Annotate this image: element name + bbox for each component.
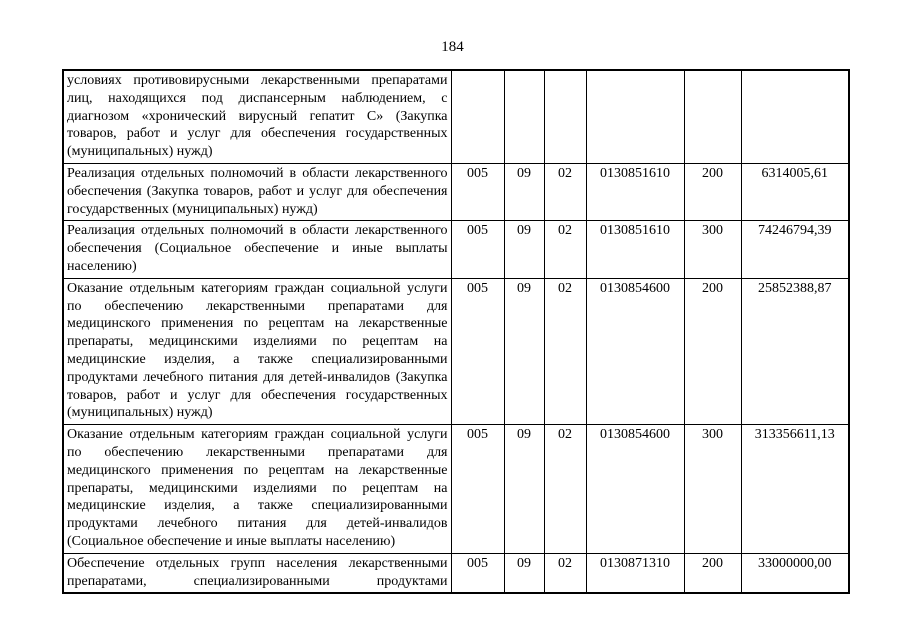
cell-grbs-code: 005 [451, 221, 504, 278]
cell-description: Оказание отдельным категориям граждан социальной услуги по обеспечению лекарственными препаратами для медицинского применения по рецептам на лекарственные препараты, медицинскими изделиями по рецептам на медицинские изделия, а также специализированными продуктами лечебного питания для детей-инвалидов (Закупка товаров, работ и услуг для обеспечения государственных (муниципальных) нужд) [63, 278, 451, 424]
table-row [63, 278, 849, 424]
cell-grbs-code: 005 [451, 278, 504, 424]
cell-grbs-code: 005 [451, 425, 504, 554]
cell-description: Реализация отдельных полномочий в области лекарственного обеспечения (Закупка товаров, работ и услуг для обеспечения государственных (муниципальных) нужд) [63, 163, 451, 220]
cell-target-article: 0130871310 [586, 553, 684, 593]
cell-expense-type: 200 [684, 553, 741, 593]
cell-amount: 33000000,00 [741, 553, 849, 593]
cell-subsection-code: 02 [544, 553, 586, 593]
cell-amount: 74246794,39 [741, 221, 849, 278]
budget-table-body [63, 70, 849, 593]
cell-expense-type: 300 [684, 425, 741, 554]
cell-amount: 6314005,61 [741, 163, 849, 220]
cell-target-article [586, 70, 684, 163]
table-row [63, 163, 849, 220]
cell-subsection-code: 02 [544, 221, 586, 278]
page-number: 184 [441, 39, 464, 55]
cell-expense-type [684, 70, 741, 163]
cell-section-code: 09 [504, 553, 544, 593]
table-row [63, 221, 849, 278]
cell-grbs-code [451, 70, 504, 163]
cell-description: Реализация отдельных полномочий в области лекарственного обеспечения (Социальное обеспечение и иные выплаты населению) [63, 221, 451, 278]
table-row [63, 70, 849, 163]
cell-target-article: 0130851610 [586, 221, 684, 278]
cell-grbs-code: 005 [451, 553, 504, 593]
cell-expense-type: 200 [684, 163, 741, 220]
cell-amount [741, 70, 849, 163]
cell-expense-type: 200 [684, 278, 741, 424]
budget-table [62, 69, 850, 594]
cell-subsection-code [544, 70, 586, 163]
cell-section-code: 09 [504, 278, 544, 424]
cell-target-article: 0130854600 [586, 425, 684, 554]
cell-section-code [504, 70, 544, 163]
cell-description: условиях противовирусными лекарственными препаратами лиц, находящихся под диспансерным наблюдением, с диагнозом «хронический вирусный гепатит С» (Закупка товаров, работ и услуг для обеспечения государственных (муниципальных) нужд) [63, 70, 451, 163]
cell-amount: 25852388,87 [741, 278, 849, 424]
cell-section-code: 09 [504, 221, 544, 278]
cell-description: Обеспечение отдельных групп населения лекарственными препаратами, специализированными продуктами [63, 553, 451, 593]
cell-subsection-code: 02 [544, 163, 586, 220]
cell-target-article: 0130854600 [586, 278, 684, 424]
cell-amount: 313356611,13 [741, 425, 849, 554]
cell-target-article: 0130851610 [586, 163, 684, 220]
cell-subsection-code: 02 [544, 278, 586, 424]
cell-subsection-code: 02 [544, 425, 586, 554]
cell-expense-type: 300 [684, 221, 741, 278]
cell-section-code: 09 [504, 425, 544, 554]
table-row [63, 553, 849, 593]
cell-grbs-code: 005 [451, 163, 504, 220]
cell-description: Оказание отдельным категориям граждан социальной услуги по обеспечению лекарственными препаратами для медицинского применения по рецептам на лекарственные препараты, медицинскими изделиями по рецептам на медицинские изделия, а также специализированными продуктами лечебного питания для детей-инвалидов (Социальное обеспечение и иные выплаты населению) [63, 425, 451, 554]
cell-section-code: 09 [504, 163, 544, 220]
table-row [63, 425, 849, 554]
